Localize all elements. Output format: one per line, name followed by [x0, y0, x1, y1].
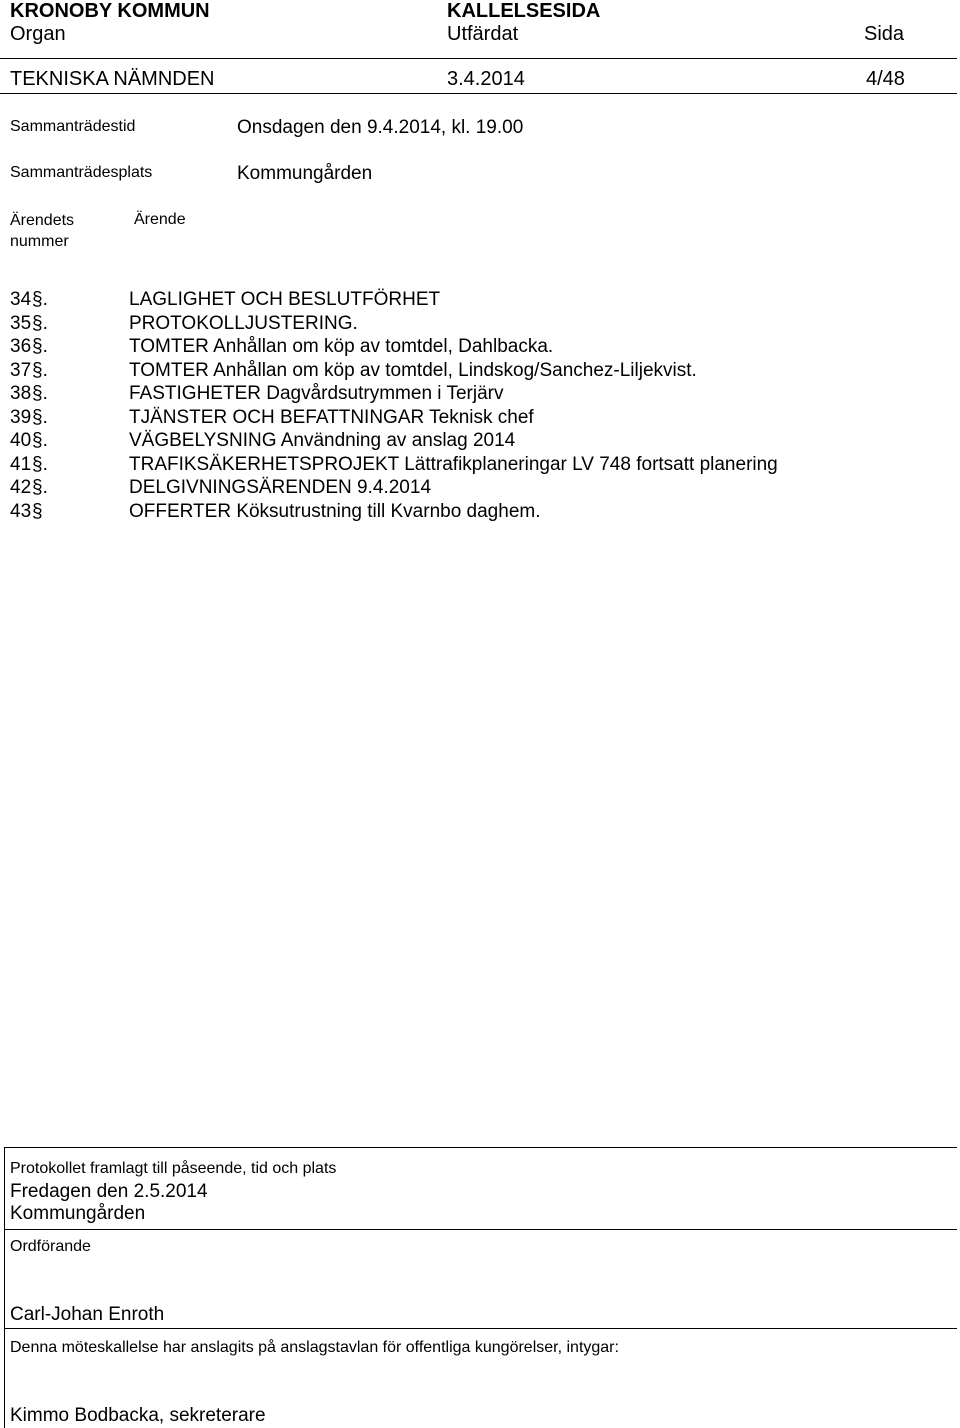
- agenda-item: 39 §. TJÄNSTER OCH BEFATTNINGAR Teknisk chef: [10, 406, 534, 428]
- agenda-item: 40 §. VÄGBELYSNING Användning av anslag 2014: [10, 430, 516, 451]
- posted-label: Protokollet framlagt till påseende, tid och plats: [10, 1160, 337, 1177]
- page-number: 4/48: [866, 68, 905, 90]
- document-type: KALLELSESIDA: [447, 0, 601, 22]
- notice-text: Denna möteskallelse har anslagits på anslagstavlan för offentliga kungörelser, intygar:: [10, 1339, 619, 1356]
- footer-divider-1: [4, 1229, 957, 1230]
- agenda-item: 37 §. TOMTER Anhållan om köp av tomtdel, Lindskog/Sanchez-Liljekvist.: [10, 359, 697, 381]
- agenda-item: 34 §. LAGLIGHET OCH BESLUTFÖRHET: [10, 289, 441, 310]
- secretary-name: Kimmo Bodbacka, sekreterare: [10, 1405, 266, 1426]
- header-divider-top: [0, 58, 957, 59]
- matter-number-label: Ärendets nummer: [10, 212, 75, 250]
- posted-date: Fredagen den 2.5.2014: [10, 1181, 208, 1202]
- agenda-item: 43 § OFFERTER Köksutrustning till Kvarnbo daghem.: [10, 500, 541, 522]
- header-divider-bottom: [0, 93, 957, 94]
- matter-label: Ärende: [134, 211, 186, 228]
- issued-value: 3.4.2014: [447, 68, 525, 90]
- page-label: Sida: [864, 23, 905, 45]
- meeting-time: Onsdagen den 9.4.2014, kl. 19.00: [237, 117, 524, 138]
- organ-label: Organ: [10, 23, 66, 45]
- agenda-item: 42 §. DELGIVNINGSÄRENDEN 9.4.2014: [10, 477, 432, 498]
- agenda-item: 41 §. TRAFIKSÄKERHETSPROJEKT Lättrafikplaneringar LV 748 fortsatt planering: [10, 453, 778, 475]
- footer-divider-2: [4, 1328, 957, 1329]
- meeting-place-label: Sammanträdesplats: [10, 164, 153, 181]
- meeting-time-label: Sammanträdestid: [10, 118, 136, 135]
- chair-label: Ordförande: [10, 1238, 91, 1255]
- posted-place: Kommungården: [10, 1203, 146, 1224]
- chair-name: Carl-Johan Enroth: [10, 1304, 165, 1325]
- agenda-item: 35 §. PROTOKOLLJUSTERING.: [10, 312, 358, 334]
- agenda-list: [10, 288, 910, 523]
- agenda-item: 38 §. FASTIGHETER Dagvårdsutrymmen i Terjärv: [10, 383, 504, 404]
- meeting-place: Kommungården: [237, 163, 373, 184]
- footer-left-border: [4, 1147, 5, 1428]
- footer-divider-top: [4, 1147, 957, 1148]
- organ-value: TEKNISKA NÄMNDEN: [10, 68, 215, 90]
- municipality-name: KRONOBY KOMMUN: [10, 0, 210, 22]
- agenda-item: 36 §. TOMTER Anhållan om köp av tomtdel, Dahlbacka.: [10, 336, 554, 357]
- issued-label: Utfärdat: [447, 23, 519, 45]
